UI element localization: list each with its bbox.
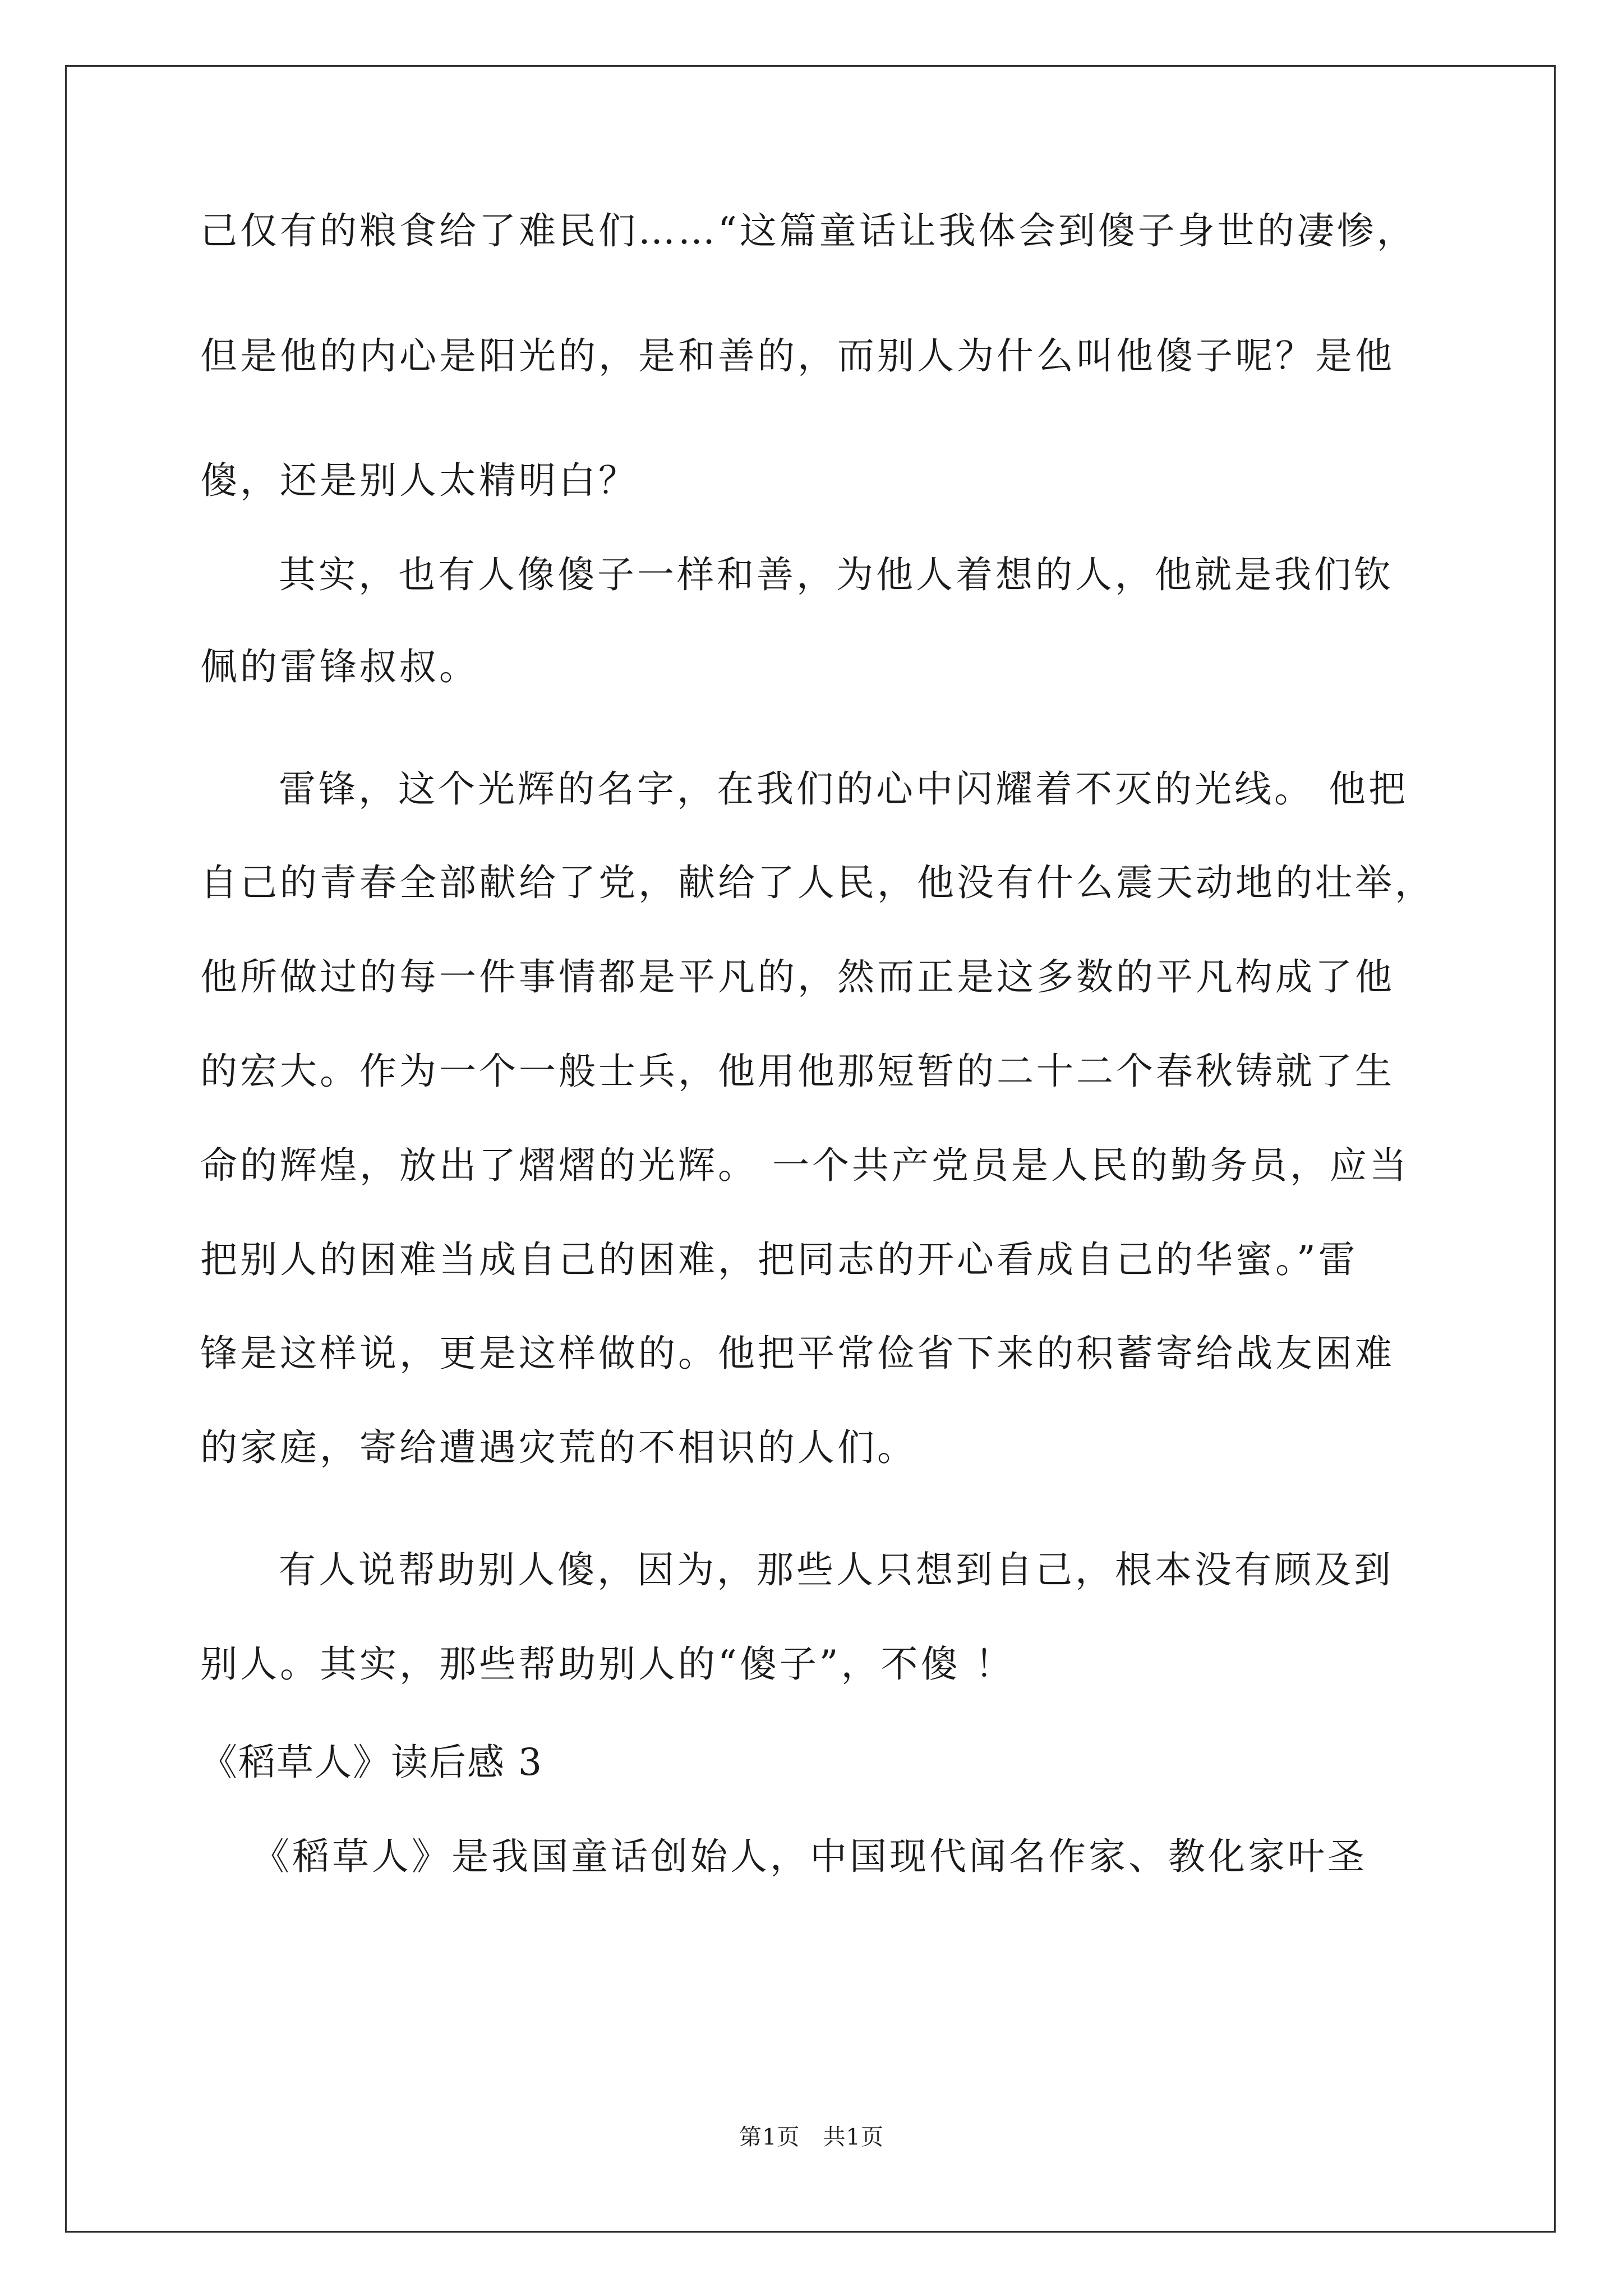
text-line: 的宏大。作为一个一般士兵，他用他那短暂的二十二个春秋铸就了生	[200, 1050, 1395, 1093]
text-line: 但是他的内心是阳光的，是和善的，而别人为什么叫他傻子呢？是他	[200, 334, 1395, 378]
text-line: 锋是这样说，更是这样做的。他把平常俭省下来的积蓄寄给战友困难	[200, 1332, 1395, 1375]
paragraph-start-line: 其实，也有人像傻子一样和善，为他人着想的人，他就是我们钦	[279, 553, 1394, 596]
text-line: 傻，还是别人太精明白？	[200, 459, 638, 502]
text-line: 他所做过的每一件事情都是平凡的，然而正是这多数的平凡构成了他	[200, 955, 1395, 999]
paragraph-start-line: 有人说帮助别人傻，因为，那些人只想到自己，根本没有顾及到	[279, 1548, 1394, 1591]
page-footer	[0, 2120, 1623, 2154]
paragraph-start-line: 雷锋，这个光辉的名字，在我们的心中闪耀着不灭的光线。 他把	[279, 767, 1408, 811]
text-line: 的家庭，寄给遭遇灾荒的不相识的人们。	[200, 1426, 917, 1469]
text-line: 己仅有的粮食给了难民们……“这篇童话让我体会到傻子身世的凄惨，	[200, 209, 1417, 252]
text-line: 自己的青春全部献给了党，献给了人民，他没有什么震天动地的壮举，	[200, 861, 1435, 904]
text-line: 命的辉煌，放出了熠熠的光辉。 一个共产党员是人民的勤务员，应当	[200, 1144, 1409, 1187]
text-line: 佩的雷锋叔叔。	[200, 645, 479, 688]
text-line: 把别人的困难当成自己的困难，把同志的开心看成自己的华蜜。”雷	[200, 1238, 1358, 1281]
page-number-label: 第1页 共1页	[739, 2124, 884, 2150]
section-heading: 《稻草人》读后感 3	[200, 1741, 543, 1784]
text-line: 别人。其实，那些帮助别人的“傻子”，不傻 ！	[200, 1642, 1015, 1686]
paragraph-start-line: 《稻草人》是我国童话创始人，中国现代闻名作家、教化家叶圣	[252, 1835, 1367, 1878]
